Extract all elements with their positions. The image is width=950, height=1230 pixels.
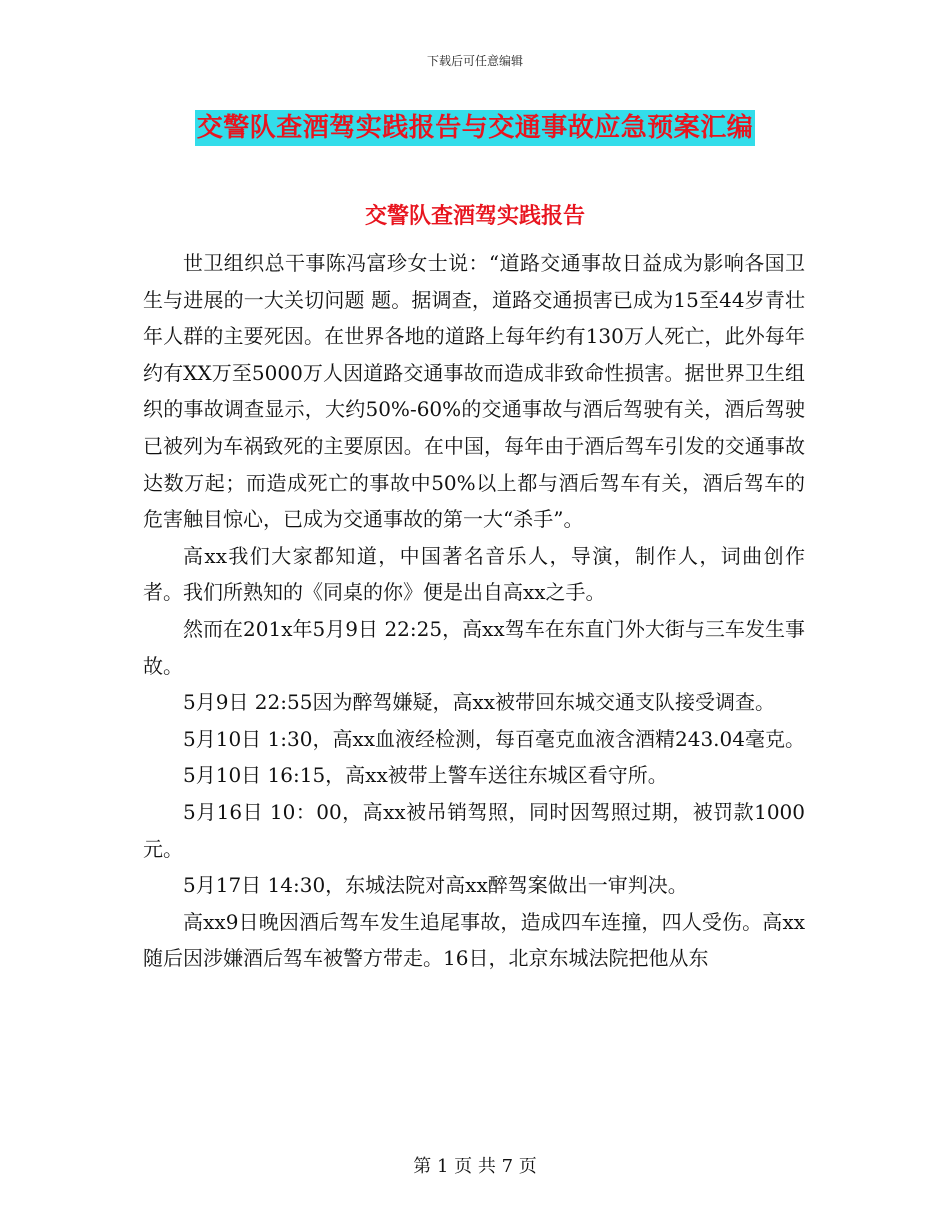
paragraph: 然而在201x年5月9日 22:25，高xx驾车在东直门外大街与三车发生事故。 xyxy=(143,616,805,678)
document-title-container xyxy=(0,110,950,146)
paragraph: 5月16日 10：00，高xx被吊销驾照，同时因驾照过期，被罚款1000元。 xyxy=(143,799,805,861)
paragraph: 高xx9日晚因酒后驾车发生追尾事故，造成四车连撞，四人受伤。高xx随后因涉嫌酒后驾车被警方带走。16日，北京东城法院把他从东 xyxy=(143,909,805,971)
section-title: 交警队查酒驾实践报告 xyxy=(364,203,585,229)
paragraph: 高xx我们大家都知道，中国著名音乐人，导演，制作人，词曲创作者。我们所熟知的《同桌的你》便是出自高xx之手。 xyxy=(143,543,805,605)
page-number: 第 1 页 共 7 页 xyxy=(413,1156,537,1177)
paragraph: 世卫组织总干事陈冯富珍女士说：“道路交通事故日益成为影响各国卫生与进展的一大关切问题 题。据调查，道路交通损害已成为15至44岁青壮年人群的主要死因。在世界各地的道路上每年约有130万人死亡，此外每年约有XX万至5000万人因道路交通事故而造成非致命性损害。据世界卫生组织的事故调查显示，大约50%-60%的交通事故与酒后驾驶有关，酒后驾驶已被列为车祸致死的主要原因。在中国，每年由于酒后驾车引发的交通事故达数万起；而造成死亡的事故中50%以上都与酒后驾车有关，酒后驾车的危害触目惊心，已成为交通事故的第一大“杀手”。 xyxy=(143,251,805,532)
paragraph: 5月9日 22:55因为醉驾嫌疑，高xx被带回东城交通支队接受调查。 xyxy=(183,690,776,715)
paragraph: 5月17日 14:30，东城法院对高xx醉驾案做出一审判决。 xyxy=(183,873,688,898)
document-title: 交警队查酒驾实践报告与交通事故应急预案汇编 xyxy=(195,110,756,146)
paragraph: 5月10日 1:30，高xx血液经检测，每百毫克血液含酒精243.04毫克。 xyxy=(183,726,805,751)
page-header-note: 下载后可任意编辑 xyxy=(426,54,523,68)
document-body xyxy=(143,245,805,977)
paragraph: 5月10日 16:15，高xx被带上警车送往东城区看守所。 xyxy=(183,763,668,788)
